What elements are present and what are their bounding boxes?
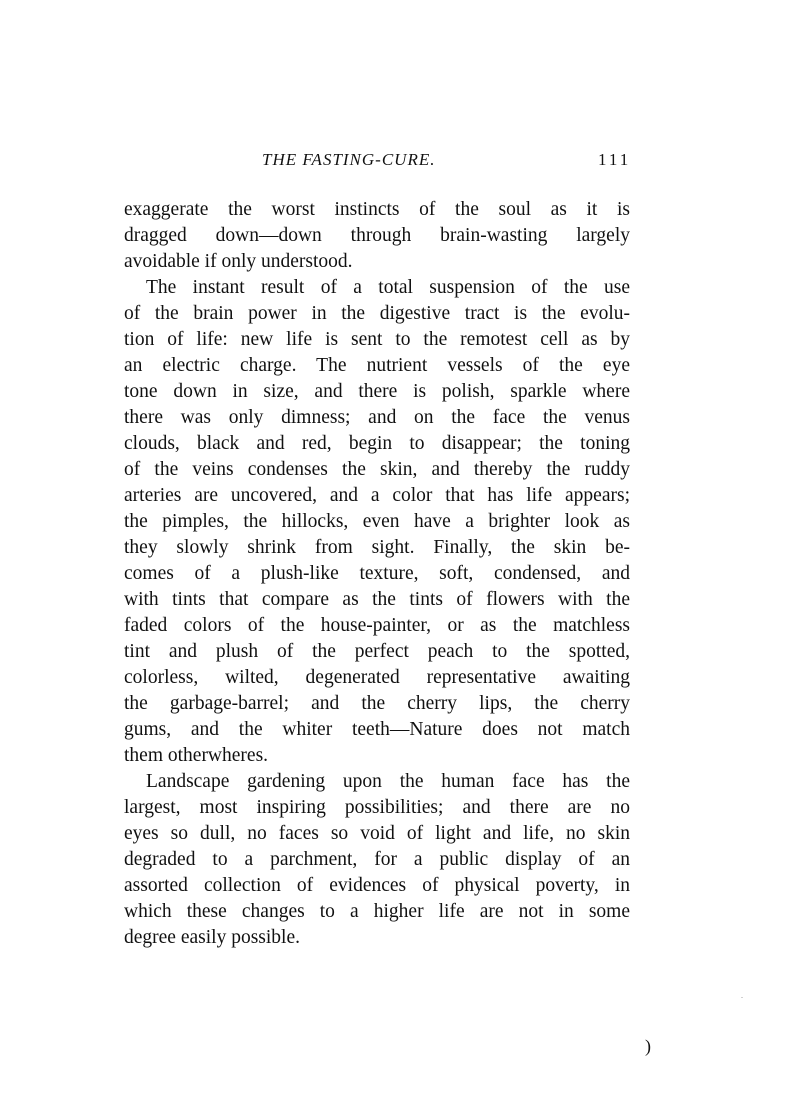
- text-line: comes of a plush-like texture, soft, condensed, and: [124, 563, 630, 584]
- page-number: 111: [598, 150, 632, 169]
- text-line: arteries are uncovered, and a color that has life appears;: [124, 485, 630, 506]
- running-header-title: THE FASTING-CURE.: [262, 150, 436, 169]
- text-line: degree easily possible.: [124, 927, 300, 948]
- text-line: colorless, wilted, degenerated representative awaiting: [124, 667, 630, 688]
- text-line: they slowly shrink from sight. Finally, the skin be-: [124, 537, 630, 558]
- text-line: an electric charge. The nutrient vessels of the eye: [124, 355, 630, 376]
- body-text: [124, 197, 630, 951]
- text-line: degraded to a parchment, for a public display of an: [124, 849, 630, 870]
- text-line: of the veins condenses the skin, and thereby the ruddy: [124, 459, 630, 480]
- text-line: there was only dimness; and on the face the venus: [124, 407, 630, 428]
- text-line: tint and plush of the perfect peach to the spotted,: [124, 641, 630, 662]
- stray-bracket-mark: ): [645, 1036, 651, 1056]
- text-line: the pimples, the hillocks, even have a brighter look as: [124, 511, 630, 532]
- text-line: assorted collection of evidences of physical poverty, in: [124, 875, 630, 896]
- text-line: tion of life: new life is sent to the remotest cell as by: [124, 329, 630, 350]
- text-line: the garbage-barrel; and the cherry lips, the cherry: [124, 693, 630, 714]
- text-line: gums, and the whiter teeth—Nature does not match: [124, 719, 630, 740]
- text-line: them otherwheres.: [124, 745, 269, 766]
- text-line: of the brain power in the digestive tract is the evolu-: [124, 303, 630, 324]
- text-line: largest, most inspiring possibilities; and there are no: [124, 797, 630, 818]
- stray-dot-mark: .: [741, 991, 743, 1000]
- text-line: dragged down—down through brain-wasting largely: [124, 225, 630, 246]
- text-line: which these changes to a higher life are not in some: [124, 901, 630, 922]
- text-line: avoidable if only understood.: [124, 251, 353, 272]
- text-line: tone down in size, and there is polish, sparkle where: [124, 381, 630, 402]
- text-line: eyes so dull, no faces so void of light and life, no skin: [124, 823, 630, 844]
- text-line: faded colors of the house-painter, or as the matchless: [124, 615, 630, 636]
- text-line: The instant result of a total suspension of the use: [146, 277, 630, 298]
- text-line: with tints that compare as the tints of flowers with the: [124, 589, 630, 610]
- text-line: exaggerate the worst instincts of the soul as it is: [124, 199, 630, 220]
- text-line: clouds, black and red, begin to disappear; the toning: [124, 433, 630, 454]
- text-line: Landscape gardening upon the human face has the: [146, 771, 630, 792]
